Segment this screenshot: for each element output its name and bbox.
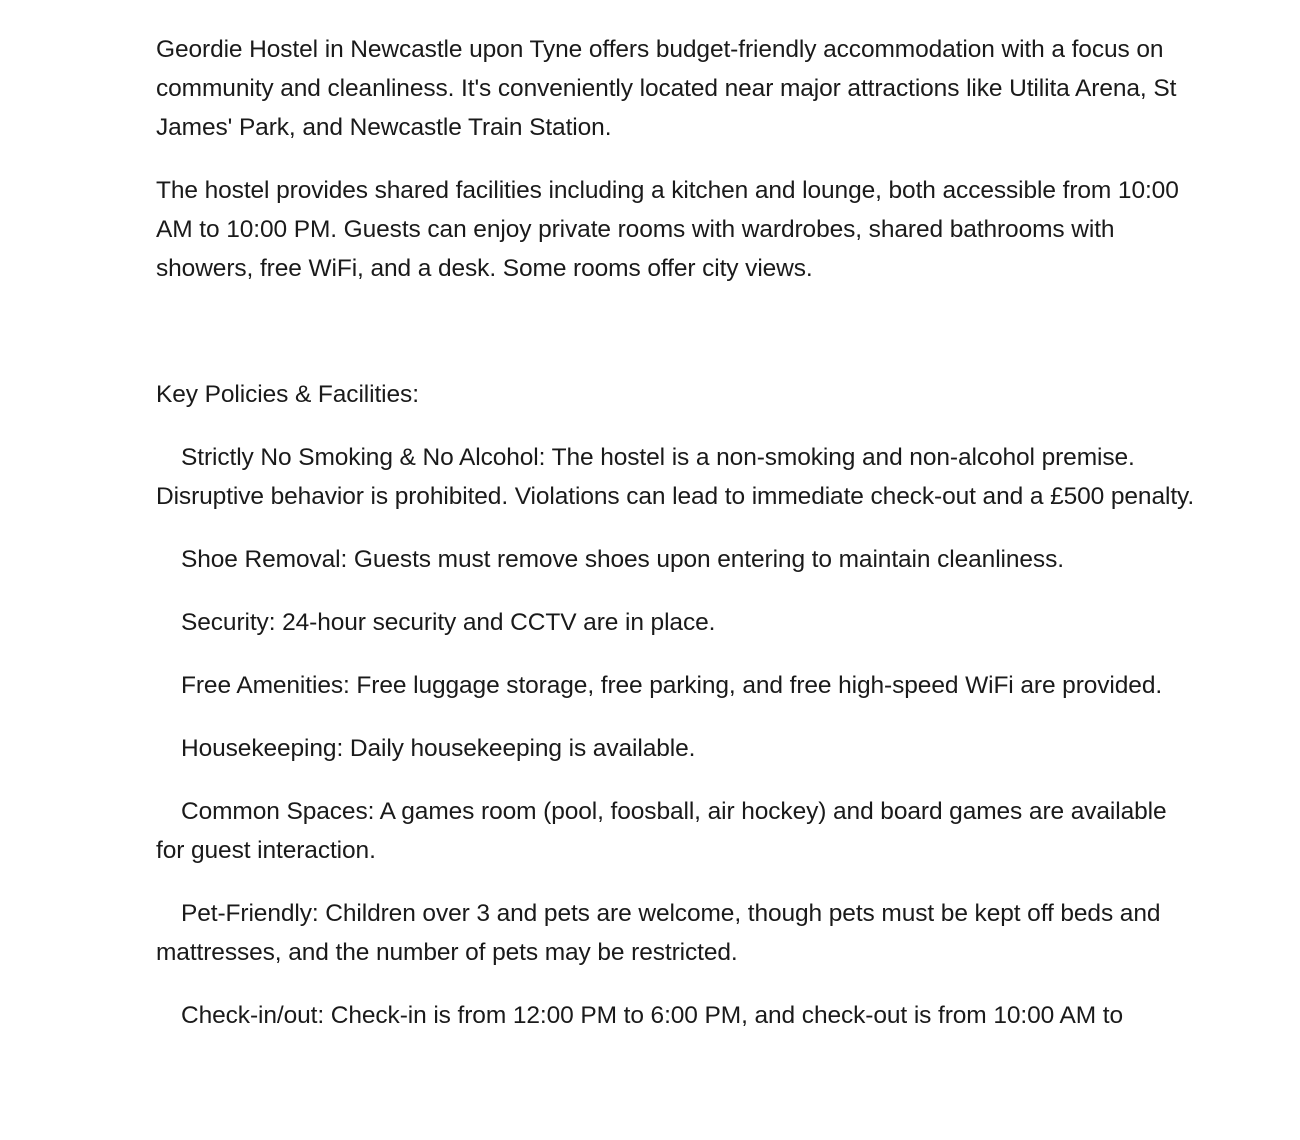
policy-item-housekeeping: Housekeeping: Daily housekeeping is available. — [181, 735, 696, 762]
intro-paragraph-1: Geordie Hostel in Newcastle upon Tyne offers budget-friendly accommodation with a focus on community and cleanliness. It's conveniently located near major attractions like Utilita Arena, St James' Park, and Newcastle Train Station. — [156, 36, 1177, 141]
policy-item-security: Security: 24-hour security and CCTV are in place. — [181, 609, 716, 636]
policy-item-pet-friendly: Pet-Friendly: Children over 3 and pets are welcome, though pets must be kept off beds and mattresses, and the number of pets may be restricted. — [156, 900, 1161, 966]
policy-item-shoe-removal: Shoe Removal: Guests must remove shoes upon entering to maintain cleanliness. — [181, 546, 1064, 573]
policy-item-free-amenities: Free Amenities: Free luggage storage, free parking, and free high-speed WiFi are provided. — [181, 672, 1163, 699]
document-body — [156, 30, 1196, 1059]
policy-item-check-in-out: Check-in/out: Check-in is from 12:00 PM to 6:00 PM, and check-out is from 10:00 AM to — [181, 1002, 1123, 1029]
intro-paragraph-2: The hostel provides shared facilities including a kitchen and lounge, both accessible from 10:00 AM to 10:00 PM. Guests can enjoy private rooms with wardrobes, shared bathrooms with showers, free WiFi, and a desk. Some rooms offer city views. — [156, 177, 1179, 282]
policy-item-no-smoking: Strictly No Smoking & No Alcohol: The hostel is a non-smoking and non-alcohol premise. Disruptive behavior is prohibited. Violations can lead to immediate check-out and a £500 penalty. — [156, 444, 1195, 510]
policies-heading: Key Policies & Facilities: — [156, 381, 419, 408]
policy-item-common-spaces: Common Spaces: A games room (pool, foosball, air hockey) and board games are available for guest interaction. — [156, 798, 1167, 864]
